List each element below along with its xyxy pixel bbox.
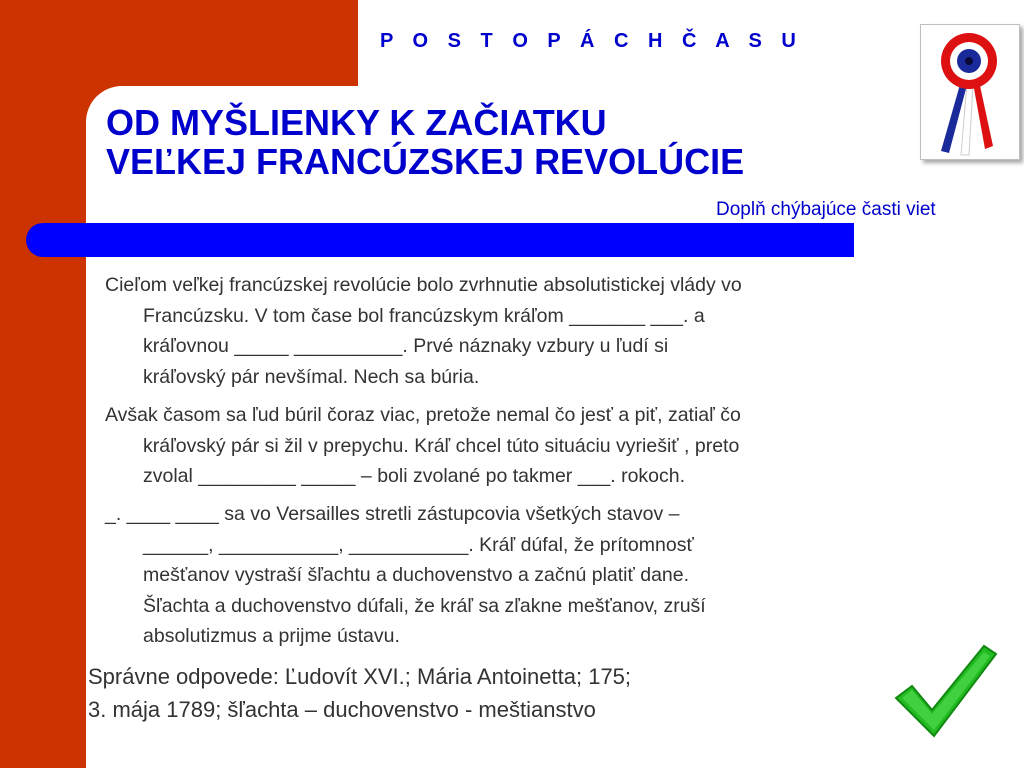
blue-divider-bar [26,223,854,257]
correct-answers [88,660,631,726]
answers-line-2: 3. mája 1789; šľachta – duchovenstvo - meštianstvo [88,697,596,722]
paragraph-2-line-2: kráľovský pár si žil v prepychu. Kráľ chcel túto situáciu vyriešiť , preto [143,434,740,457]
paragraph-1-line-3: kráľovnou _____ __________. Prvé náznaky vzbury u ľudí si [143,335,669,357]
slide-title [106,103,744,181]
slide-title-line-2: VEĽKEJ FRANCÚZSKEJ REVOLÚCIE [106,141,745,182]
checkmark-icon [890,640,1000,740]
series-title: P O S T O P Á C H Č A S U [380,30,803,52]
paragraph-1-line-2: Francúzsku. V tom čase bol francúzskym kráľom _______ ___. a [143,304,705,327]
paragraph-3-line-4: Šľachta a duchovenstvo dúfali, že kráľ sa zľakne mešťanov, zruší [143,594,706,617]
paragraph-2-line-1: Avšak časom sa ľud búril čoraz viac, pretože nemal čo jesť a piť, zatiaľ čo [105,404,741,426]
french-cockade-icon [921,25,1019,159]
instruction-text: Doplň chýbajúce časti viet [716,199,936,220]
paragraph-2 [105,400,965,492]
answers-line-1: Správne odpovede: Ľudovít XVI.; Mária Antoinetta; 175; [88,664,632,689]
paragraph-1 [105,270,965,392]
paragraph-1-line-4: kráľovský pár nevšímal. Nech sa búria. [143,365,480,388]
paragraph-3-line-1: _. ____ ____ sa vo Versailles stretli zástupcovia všetkých stavov – [105,503,680,525]
paragraph-2-line-3: zvolal _________ _____ – boli zvolané po takmer ___. rokoch. [143,465,686,487]
cockade-picture [920,24,1020,160]
paragraph-3-line-2: ______, ___________, ___________. Kráľ dúfal, že prítomnosť [143,533,694,556]
paragraph-1-line-1: Cieľom veľkej francúzskej revolúcie bolo zvrhnutie absolutistickej vlády vo [105,274,742,296]
paragraph-3 [105,499,965,652]
slide-title-line-1: OD MYŠLIENKY K ZAČIATKU [106,102,607,143]
paragraph-3-line-3: mešťanov vystraší šľachtu a duchovenstvo a začnú platiť dane. [143,564,690,586]
paragraph-3-line-5: absolutizmus a prijme ústavu. [143,625,400,647]
